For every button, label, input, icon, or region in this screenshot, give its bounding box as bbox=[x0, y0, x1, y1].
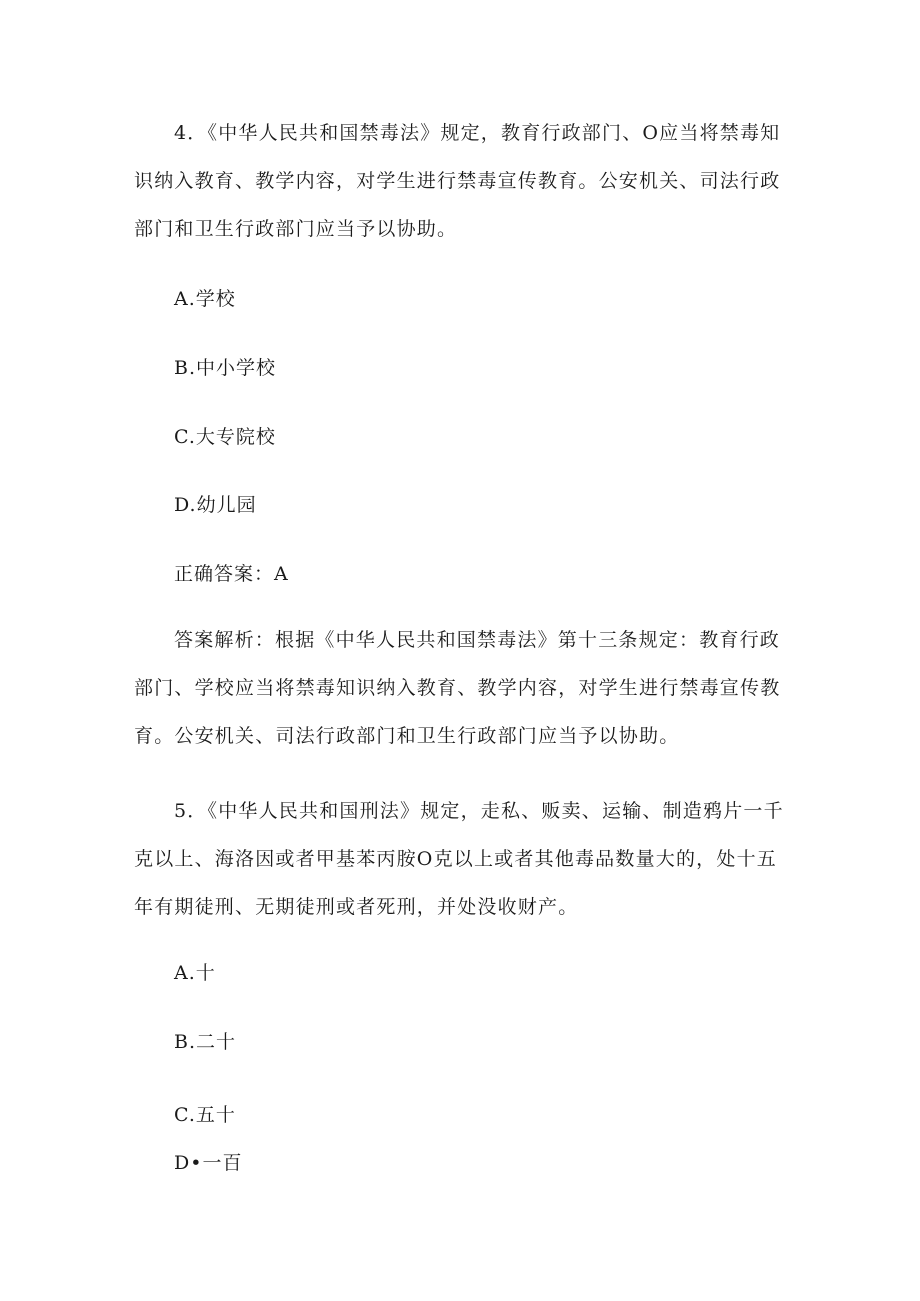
question-5-option-b: B.二十 bbox=[174, 1031, 237, 1053]
question-4-option-a: A.学校 bbox=[174, 288, 236, 310]
question-4-analysis: 答案解析：根据《中华人民共和国禁毒法》第十三条规定：教育行政部门、学校应当将禁毒知识纳入教育、教学内容，对学生进行禁毒宣传教育。公安机关、司法行政部门和卫生行政部门应当予以协助。 bbox=[134, 629, 781, 747]
question-5-option-a: A.十 bbox=[174, 962, 216, 984]
question-4-option-c: C.大专院校 bbox=[174, 426, 276, 448]
question-5-stem: 5．《中华人民共和国刑法》规定，走私、贩卖、运输、制造鸦片一千克以上、海洛因或者甲基苯丙胺O克以上或者其他毒品数量大的，处十五年有期徒刑、无期徒刑或者死刑，并处没收财产。 bbox=[134, 800, 784, 918]
question-4-stem: 4．《中华人民共和国禁毒法》规定，教育行政部门、O应当将禁毒知识纳入教育、教学内容，对学生进行禁毒宣传教育。公安机关、司法行政部门和卫生行政部门应当予以协助。 bbox=[134, 122, 781, 240]
question-5-option-c: C.五十 bbox=[174, 1104, 236, 1126]
question-4-option-b: B.中小学校 bbox=[174, 357, 277, 379]
question-4-option-d: D.幼儿园 bbox=[174, 494, 257, 516]
question-5-option-d: D•一百 bbox=[174, 1152, 243, 1174]
question-4-answer: 正确答案：A bbox=[174, 563, 289, 585]
